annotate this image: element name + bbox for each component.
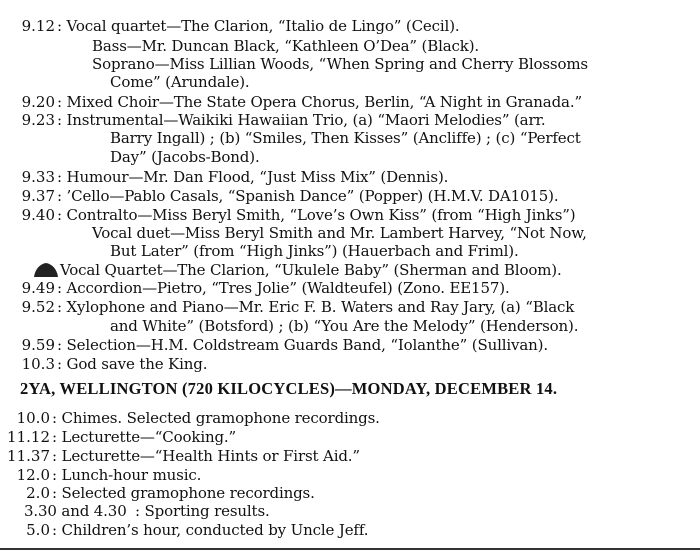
programme-line: : Accordion—Pietro, “Tres Jolie” (Waldteufel) (Zono. EE157). xyxy=(57,279,510,297)
time-label: 10.0 xyxy=(16,409,50,427)
programme-line: Vocal duet—Miss Beryl Smith and Mr. Lambert Harvey, “Not Now, xyxy=(92,224,587,242)
programme-line: Barry Ingall) ; (b) “Smiles, Then Kisses” (Ancliffe) ; (c) “Perfect xyxy=(110,129,581,147)
time-label: 9.12 xyxy=(21,17,55,35)
time-label: 11.37 xyxy=(7,447,50,465)
programme-line: Vocal Quartet—The Clarion, “Ukulele Baby” (Sherman and Bloom). xyxy=(60,261,562,279)
time-label: 9.59 xyxy=(21,336,55,354)
time-label: 9.33 xyxy=(21,168,55,186)
programme-line: But Later” (from “High Jinks”) (Hauerbach and Friml). xyxy=(110,242,519,260)
programme-line: : Lunch-hour music. xyxy=(52,466,202,484)
time-label: 9.49 xyxy=(21,279,55,297)
ink-blot-icon xyxy=(32,261,60,279)
time-label: 3.30 and 4.30 xyxy=(24,502,127,520)
programme-line: Day” (Jacobs-Bond). xyxy=(110,148,260,166)
programme-line: : God save the King. xyxy=(57,355,208,373)
programme-line: : Lecturette—“Cooking.” xyxy=(52,428,237,446)
programme-line: and White” (Botsford) ; (b) “You Are the Melody” (Henderson). xyxy=(110,317,579,335)
time-label: 9.40 xyxy=(21,206,55,224)
station-heading: 2YA, WELLINGTON (720 KILOCYCLES)—MONDAY, DECEMBER 14. xyxy=(20,379,558,398)
programme-line: : Contralto—Miss Beryl Smith, “Love’s Own Kiss” (from “High Jinks”) xyxy=(57,206,576,224)
time-label: 11.12 xyxy=(7,428,50,446)
programme-line: : Selected gramophone recordings. xyxy=(52,484,315,502)
programme-line: : Selection—H.M. Coldstream Guards Band, “Iolanthe” (Sullivan). xyxy=(57,336,548,354)
programme-line: : Instrumental—Waikiki Hawaiian Trio, (a) “Maori Melodies” (arr. xyxy=(57,111,546,129)
programme-line: : ’Cello—Pablo Casals, “Spanish Dance” (Popper) (H.M.V. DA1015). xyxy=(57,187,559,205)
programme-line: Bass—Mr. Duncan Black, “Kathleen O’Dea” (Black). xyxy=(92,37,480,55)
time-label: 9.23 xyxy=(21,111,55,129)
time-label: 9.20 xyxy=(21,93,55,111)
programme-line: : Sporting results. xyxy=(135,502,270,520)
programme-line: Come” (Arundale). xyxy=(110,73,250,91)
time-label: 12.0 xyxy=(16,466,50,484)
time-label: 10.3 xyxy=(21,355,55,373)
programme-line: : Chimes. Selected gramophone recordings. xyxy=(52,409,380,427)
programme-line: : Mixed Choir—The State Opera Chorus, Berlin, “A Night in Granada.” xyxy=(57,93,582,111)
time-label: 9.37 xyxy=(21,187,55,205)
programme-line: : Xylophone and Piano—Mr. Eric F. B. Waters and Ray Jary, (a) “Black xyxy=(57,298,575,316)
programme-line: : Vocal quartet—The Clarion, “Italio de Lingo” (Cecil). xyxy=(57,17,460,35)
time-label: 2.0 xyxy=(26,484,50,502)
programme-line: : Children’s hour, conducted by Uncle Jeff. xyxy=(52,521,369,539)
programme-line: Soprano—Miss Lillian Woods, “When Spring and Cherry Blossoms xyxy=(92,55,588,73)
programme-line: : Humour—Mr. Dan Flood, “Just Miss Mix” (Dennis). xyxy=(57,168,449,186)
programme-line: : Lecturette—“Health Hints or First Aid.” xyxy=(52,447,360,465)
time-label: 9.52 xyxy=(21,298,55,316)
bottom-rule xyxy=(0,548,700,550)
time-label: 5.0 xyxy=(26,521,50,539)
